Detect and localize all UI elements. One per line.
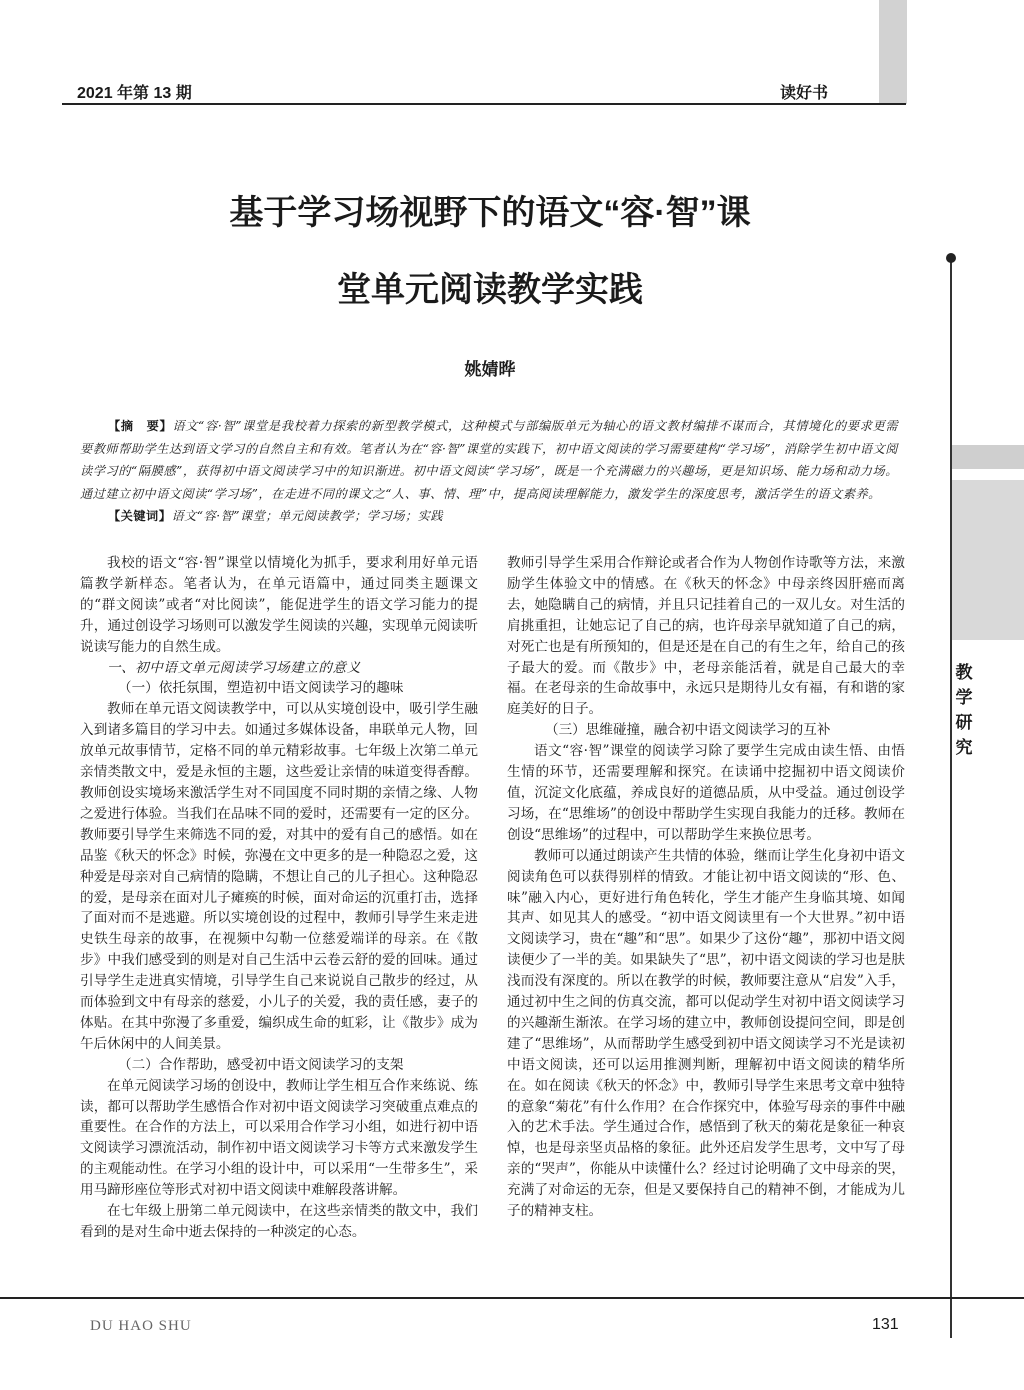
keywords-text: 语文“容·智”课堂；单元阅读教学；学习场；实践 — [171, 509, 444, 523]
abstract-paragraph — [80, 415, 898, 505]
paragraph: 我校的语文“容·智”课堂以情境化为抓手，要求利用好单元语篇教学新样态。笔者认为，在单元语篇中，通过同类主题课文的“群文阅读”或者“对比阅读”，能促进学生的语文学习能力的提升，通过创设学习场则可以激发学生阅读的兴趣，实现单元阅读听说读写能力的自然生成。 — [80, 555, 478, 655]
side-vertical-rule — [950, 258, 952, 1338]
journal-name-english: DU HAO SHU — [90, 1318, 192, 1334]
article-title-line-1: 基于学习场视野下的语文“容·智”课 — [229, 194, 751, 232]
author-name: 姚婧晔 — [464, 360, 516, 379]
paragraph: 在七年级上册第二单元阅读中，在这些亲情类的散文中，我们看到的是对生命中逝去保持的一种淡定的心态。 — [80, 1203, 478, 1240]
subsection-heading: （一）依托氛围，塑造初中语文阅读学习的趣味 — [118, 680, 404, 697]
footer-rule — [0, 1297, 1024, 1299]
article-title-line-2: 堂单元阅读教学实践 — [337, 271, 643, 309]
header-rule — [62, 103, 906, 105]
paragraph: 教师在单元语文阅读教学中，可以从实境创设中，吸引学生融入到诸多篇目的学习中去。如通过多媒体设备，串联单元人物，回放单元故事情节，定格不同的单元精彩故事。七年级上次第二单元亲情类散文中，爱是永恒的主题，这些爱让亲情的味道变得香醇。教师创设实境场来激活学生对不同国度不同时期的亲情之缘、人物之爱进行体验。当我们在品味不同的爱时，还需要有一定的区分。教师要引导学生来筛选不同的爱，对其中的爱有自己的感悟。如在品鉴《秋天的怀念》时候，弥漫在文中更多的是一种隐忍之爱，这种爱是母亲对自己病情的隐瞒，不想让自己的儿子担心。这种隐忍的爱，是母亲在面对儿子瘫痪的时候，面对命运的沉重打击，选择了面对而不是逃避。所以实境创设的过程中，教师引导学生来走进史铁生母亲的故事，在视频中勾勒一位慈爱端详的母亲。在《散步》中我们感受到的则是对自己生活中云卷云舒的爱的回味。通过引导学生走进真实情境，引导学生自己来说说自己散步的经过，从而体验到文中有母亲的慈爱，小儿子的关爱，我的责任感，妻子的体贴。在其中弥漫了多重爱，编织成生命的虹彩，让《散步》成为午后休闲中的人间美景。 — [80, 701, 478, 1052]
paragraph-continued: 教师引导学生采用合作辩论或者合作为人物创作诗歌等方法，来激励学生体验文中的情感。在《秋天的怀念》中母亲终因肝癌而离去，她隐瞒自己的病情，并且只记挂着自己的一双儿女。对生活的肩挑重担，让她忘记了自己的病，也许母亲早就知道了自己的病，对死亡也是有所预知的，但是还是在自己的有生之年，给自己的孩子最大的爱。而《散步》中，老母亲能活着，就是自己最大的幸福。在老母亲的生命故事中，永远只是期待儿女有福，有和谐的家庭美好的日子。 — [507, 555, 905, 718]
abstract-text: 语文“容·智”课堂是我校着力探索的新型教学模式，这种模式与部编版单元为轴心的语文教材编排不谋而合，其情境化的要求更需要教师帮助学生达到语文学习的自然自主和有效。笔者认为在“容·智”课堂的实践下，初中语文阅读的学习需要建构“学习场”，消除学生初中语文阅读学习的“隔膜感”，获得初中语文阅读学习中的知识渐进。初中语文阅读“学习场”，既是一个充满磁力的兴趣场，更是知识场、能力场和动力场。通过建立初中语文阅读“学习场”，在走进不同的课文之“人、事、情、理”中，提高阅读理解能力，激发学生的深度思考，激活学生的语文素养。 — [80, 419, 899, 501]
body-column-left — [80, 553, 478, 1243]
paragraph: 语文“容·智”课堂的阅读学习除了要学生完成由读生悟、由悟生情的环节，还需要理解和探究。在读诵中挖掘初中语文阅读价值，沉淀文化底蕴，养成良好的道德品质，从中受益。通过创设学习场，在“思维场”的创设中帮助学生实现自我能力的迁移。教师在创设“思维场”的过程中，可以帮助学生来换位思考。 — [507, 743, 905, 843]
keywords-label: 【关键词】 — [108, 509, 172, 523]
paragraph: 教师可以通过朗读产生共情的体验，继而让学生化身初中语文阅读角色可以获得别样的情致。才能让初中语文阅读的“形、色、味”融入内心，更好进行角色转化，学生才能产生身临其境、如闻其声、如见其人的感受。“初中语文阅读里有一个大世界。”初中语文阅读学习，贵在“趣”和“思”。如果少了这份“趣”，那初中语文阅读便少了一半的美。如果缺失了“思”，初中语文阅读的学习也是肤浅而没有深度的。所以在教学的时候，教师要注意从“启发”入手，通过初中生之间的仿真交流，都可以促动学生对初中语文阅读学习的兴趣渐生渐浓。在学习场的建立中，教师创设提问空间，即是创建了“思维场”，从而帮助学生感受到初中语文阅读学习不光是读初中语文阅读，还可以运用推测判断，理解初中语文阅读的精华所在。如在阅读《秋天的怀念》中，教师引导学生来思考文章中独特的意象“菊花”有什么作用？在合作探究中，体验写母亲的事件中融入的艺术手法。学生通过合作，感悟到了秋天的菊花是象征一种哀悼，也是母亲坚贞品格的象征。此外还启发学生思考，文中写了母亲的“哭声”，你能从中读懂什么？经过讨论明确了文中母亲的哭，充满了对命运的无奈，但是又要保持自己的精神不倒，才能成为儿子的精神支柱。 — [507, 847, 905, 1220]
abstract-label: 【摘 要】 — [108, 419, 173, 433]
side-rule-dot — [946, 253, 956, 263]
side-tab-lower — [951, 480, 1024, 640]
body-column-right — [507, 553, 905, 1222]
section-heading: 一、初中语文单元阅读学习场建立的意义 — [107, 659, 361, 676]
keywords-paragraph — [80, 505, 898, 528]
top-edge-tab — [879, 0, 907, 104]
journal-name: 读好书 — [780, 85, 829, 102]
page-number: 131 — [872, 1316, 899, 1333]
subsection-heading: （三）思维碰撞，融合初中语文阅读学习的互补 — [545, 722, 831, 739]
abstract-block — [80, 415, 898, 528]
side-tab-upper — [951, 445, 1024, 469]
paragraph: 在单元阅读学习场的创设中，教师让学生相互合作来练说、练读，都可以帮助学生感悟合作对初中语文阅读学习突破重点难点的重要性。在合作的方法上，可以采用合作学习小组，如进行初中语文阅读学习漂流活动，制作初中语文阅读学习卡等方式来激发学生的主观能动性。在学习小组的设计中，可以采用“一生带多生”，采用马蹄形座位等形式对初中语文阅读中难解段落讲解。 — [80, 1077, 478, 1199]
section-label: 教学研究 — [955, 663, 973, 757]
subsection-heading: （二）合作帮助，感受初中语文阅读学习的支架 — [118, 1056, 404, 1073]
issue-label: 2021 年第 13 期 — [77, 85, 192, 102]
